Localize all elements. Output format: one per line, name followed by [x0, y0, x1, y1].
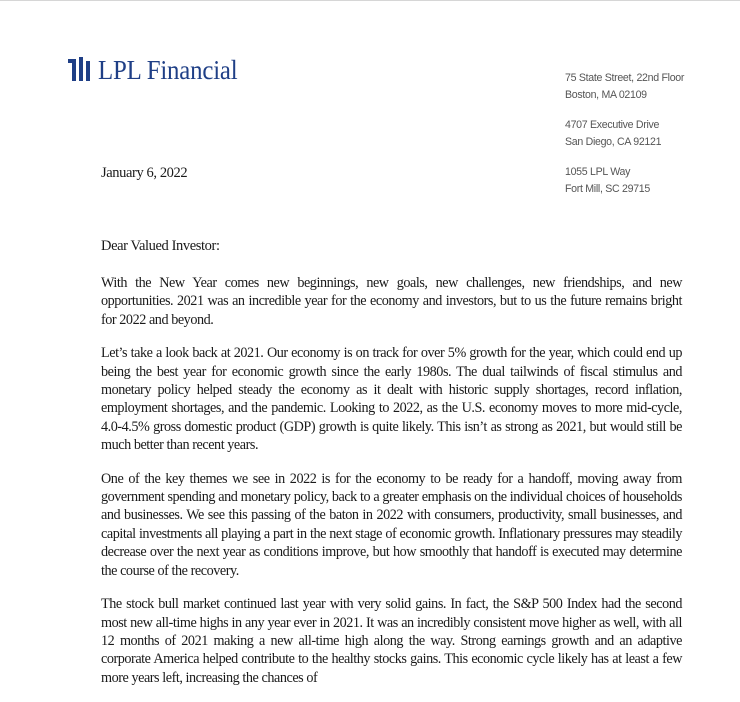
address-city: Boston, MA 02109	[565, 89, 647, 101]
office-addresses	[565, 70, 684, 211]
page-top-border	[0, 0, 740, 1]
letter-salutation: Dear Valued Investor:	[101, 238, 220, 254]
address-city: San Diego, CA 92121	[565, 136, 662, 148]
address-street: 4707 Executive Drive	[565, 119, 660, 131]
paragraph-2021-review: Let’s take a look back at 2021. Our economy is on track for over 5% growth for the year, which could end up being the best year for economic growth since the early 1980s. The dual tailwinds of fiscal stimulus and monetary policy helped steady the economy as it dealt with historic supply shortages, record inflation, employment shortages, and the pandemic. Looking to 2022, as the U.S. economy moves to more mid-cycle, 4.0-4.5% gross domestic product (GDP) growth is quite likely. This isn’t as strong as 2021, but would still be much better than recent years.	[101, 345, 682, 454]
address-street: 1055 LPL Way	[565, 166, 631, 178]
company-logo	[68, 55, 250, 86]
address-san-diego	[565, 117, 684, 151]
address-boston	[565, 70, 684, 104]
address-street: 75 State Street, 22nd Floor	[565, 72, 685, 84]
letter-date: January 6, 2022	[101, 165, 188, 181]
lpl-bars-icon	[68, 57, 90, 85]
brand-name: LPL Financial	[98, 55, 238, 85]
letter-body	[101, 274, 682, 702]
address-city: Fort Mill, SC 29715	[565, 183, 650, 195]
paragraph-key-themes: One of the key themes we see in 2022 is for the economy to be ready for a handoff, moving away from government spending and monetary policy, back to a greater emphasis on the individual choices of households and businesses. We see this passing of the baton in 2022 with consumers, productivity, small businesses, and capital investments all playing a part in the next stage of economic growth. Inflationary pressures may steadily decrease over the next year as conditions improve, but how smoothly that handoff is executed may determine the course of the recovery.	[101, 470, 682, 579]
paragraph-intro: With the New Year comes new beginnings, new goals, new challenges, new friendships, and new opportunities. 2021 was an incredible year for the economy and investors, but to us the future remains bright for 2022 and beyond.	[101, 275, 682, 328]
paragraph-stock-market: The stock bull market continued last year with very solid gains. In fact, the S&P 500 Index had the second most new all-time highs in any year ever in 2021. It was an incredibly consistent move higher as well, with all 12 months of 2021 making a new all-time high along the way. Strong earnings growth and an adaptive corporate America helped contribute to the healthy stocks gains. This economic cycle likely has at least a few more years left, increasing the chances of	[101, 596, 682, 686]
address-fort-mill	[565, 164, 684, 198]
